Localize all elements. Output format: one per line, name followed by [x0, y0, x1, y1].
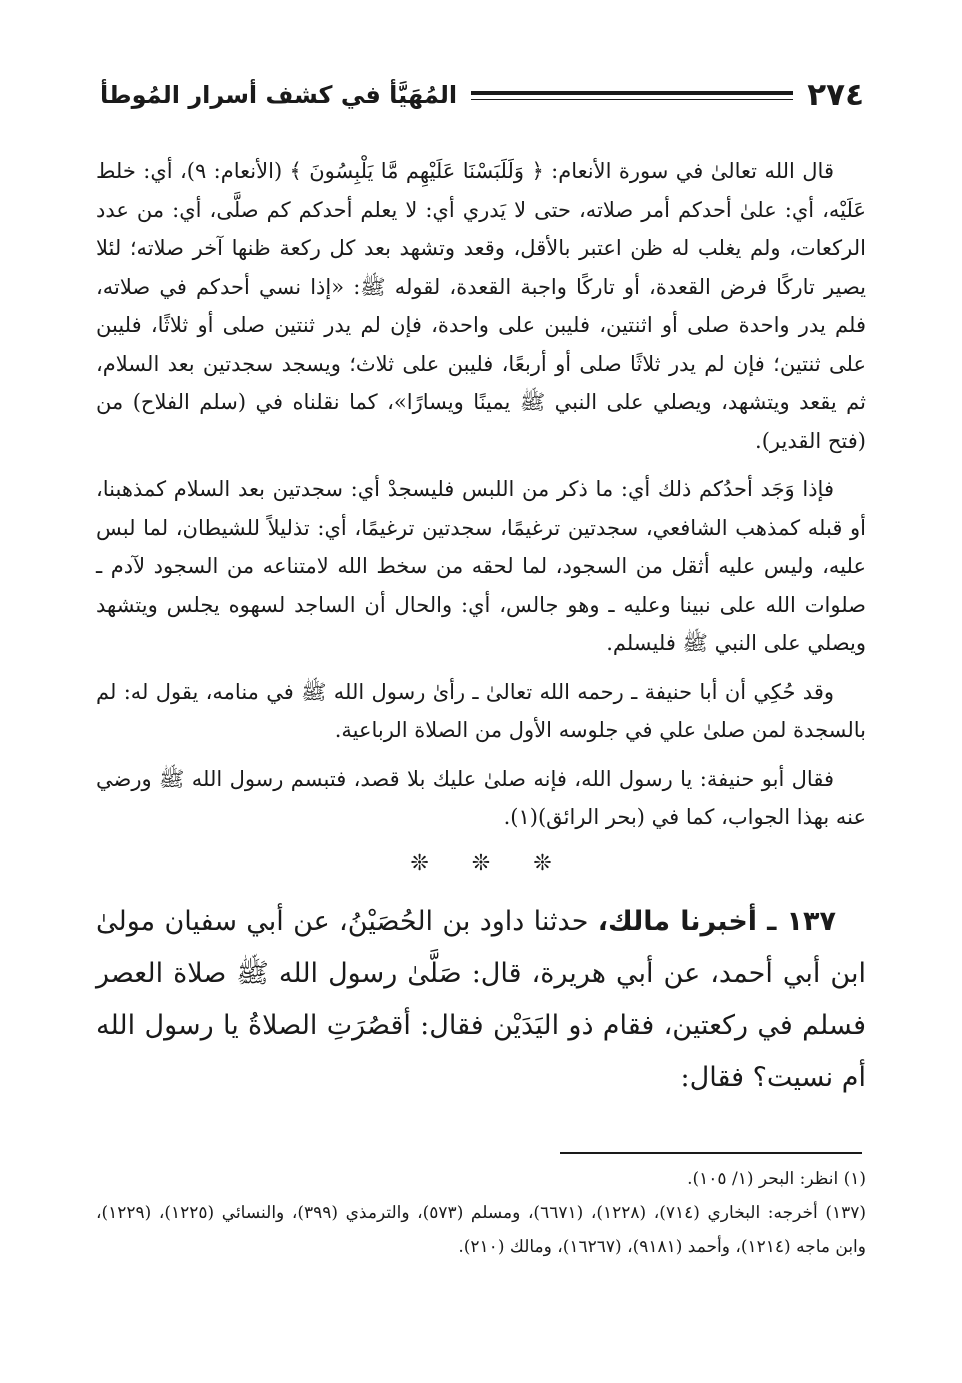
page-header	[100, 70, 864, 120]
paragraph-3: وقد حُكِي أن أبا حنيفة ـ رحمه الله تعالىٰ ـ رأىٰ رسول الله ﷺ في منامه، يقول له: لم بالسجدة لمن صلىٰ علي في جلوسه الأول من الصلاة الرباعية.	[96, 679, 866, 742]
paragraph-1: قال الله تعالىٰ في سورة الأنعام: ﴿ وَلَلَبَسْنَا عَلَيْهِم مَّا يَلْبِسُونَ ﴾ (الأنعام: ٩)، أي: خلط عَلَيْه، أي: علىٰ أحدكم أمر صلاته، حتى لا يَدري أي: لا يعلم أحدكم كم صلَّى، أي: من عدد الركعات، ولم يغلب له ظن اعتبر بالأقل، وقعد وتشهد بعد كل ركعة ظنها آخر صلاته؛ لئلا يصير تاركًا فرض القعدة، أو تاركًا واجبة القعدة، لقوله ﷺ: «إذا نسي أحدكم في صلاته، فلم يدر واحدة صلى أو اثنتين، فليبن على واحدة، فإن لم يدر ثنتين صلى أو ثلاثًا، فليبن على ثنتين؛ فإن لم يدر ثلاثًا صلى أو أربعًا، فليبن على ثلاث؛ ويسجد سجدتين بعد السلام، ثم يقعد ويتشهد، ويصلي على النبي ﷺ يمينًا ويسارًا»، كما نقلناه في (سلم الفلاح) من (فتح القدير).	[96, 159, 866, 453]
hadith-text: حدثنا داود بن الحُصَيْنُ، عن أبي سفيان مولىٰ ابن أبي أحمد، عن أبي هريرة، قال: صَلَّىٰ رسول الله ﷺ صلاة العصر فسلم في ركعتين، فقام ذو اليَدَيْن فقال: أقصُرَتِ الصلاةُ يا رسول الله أم نسيت؟ فقال:	[96, 905, 866, 1093]
hadith-paragraph	[96, 896, 866, 1104]
section-separator: ❊ ❊ ❊	[410, 850, 552, 876]
paragraph-2: فإذا وَجَد أحدُكم ذلك أي: ما ذكر من اللبس فليسجدْ أي: سجدتين بعد السلام كمذهبنا، أو قبله كمذهب الشافعي، سجدتين ترغيمًا، سجدتين ترغيمًا، أي: تذليلاً للشيطان، لما لبس عليه، وليس عليه أثقل من السجود، لما لحقه من سخط الله لامتناعه من السجود لآدم ـ صلوات الله على نبينا وعليه ـ وهو جالس، أي: والحال أن الساجد لسهوه يجلس ويتشهد ويصلي على النبي ﷺ فليسلم.	[96, 477, 866, 655]
footnote-divider	[560, 1152, 862, 1154]
footnote-1: (١) انظر: البحر (١/ ١٠٥).	[687, 1169, 866, 1189]
footnote-137: (١٣٧) أخرجه: البخاري (٧١٤)، (١٢٢٨)، (٦٦٧١)، ومسلم (٥٧٣)، والترمذي (٣٩٩)، والنسائي (١٢٢٥)، (١٢٢٩)، وابن ماجه (١٢١٤)، وأحمد (٩١٨١)، (١٦٢٦٧)، ومالك (٢١٠).	[96, 1203, 867, 1257]
book-title: المُهَيَّأ في كشف أسرار المُوطأ	[100, 81, 458, 109]
header-rule	[471, 91, 793, 100]
main-text	[96, 152, 866, 1104]
footnotes	[96, 1162, 866, 1264]
page-number: ٢٧٤	[807, 77, 864, 113]
hadith-number: ١٣٧ ـ أخبرنا مالك،	[597, 905, 836, 937]
paragraph-4: فقال أبو حنيفة: يا رسول الله، فإنه صلىٰ عليك بلا قصد، فتبسم رسول الله ﷺ ورضي عنه بهذا الجواب، كما في (بحر الرائق)(١).	[96, 766, 866, 829]
